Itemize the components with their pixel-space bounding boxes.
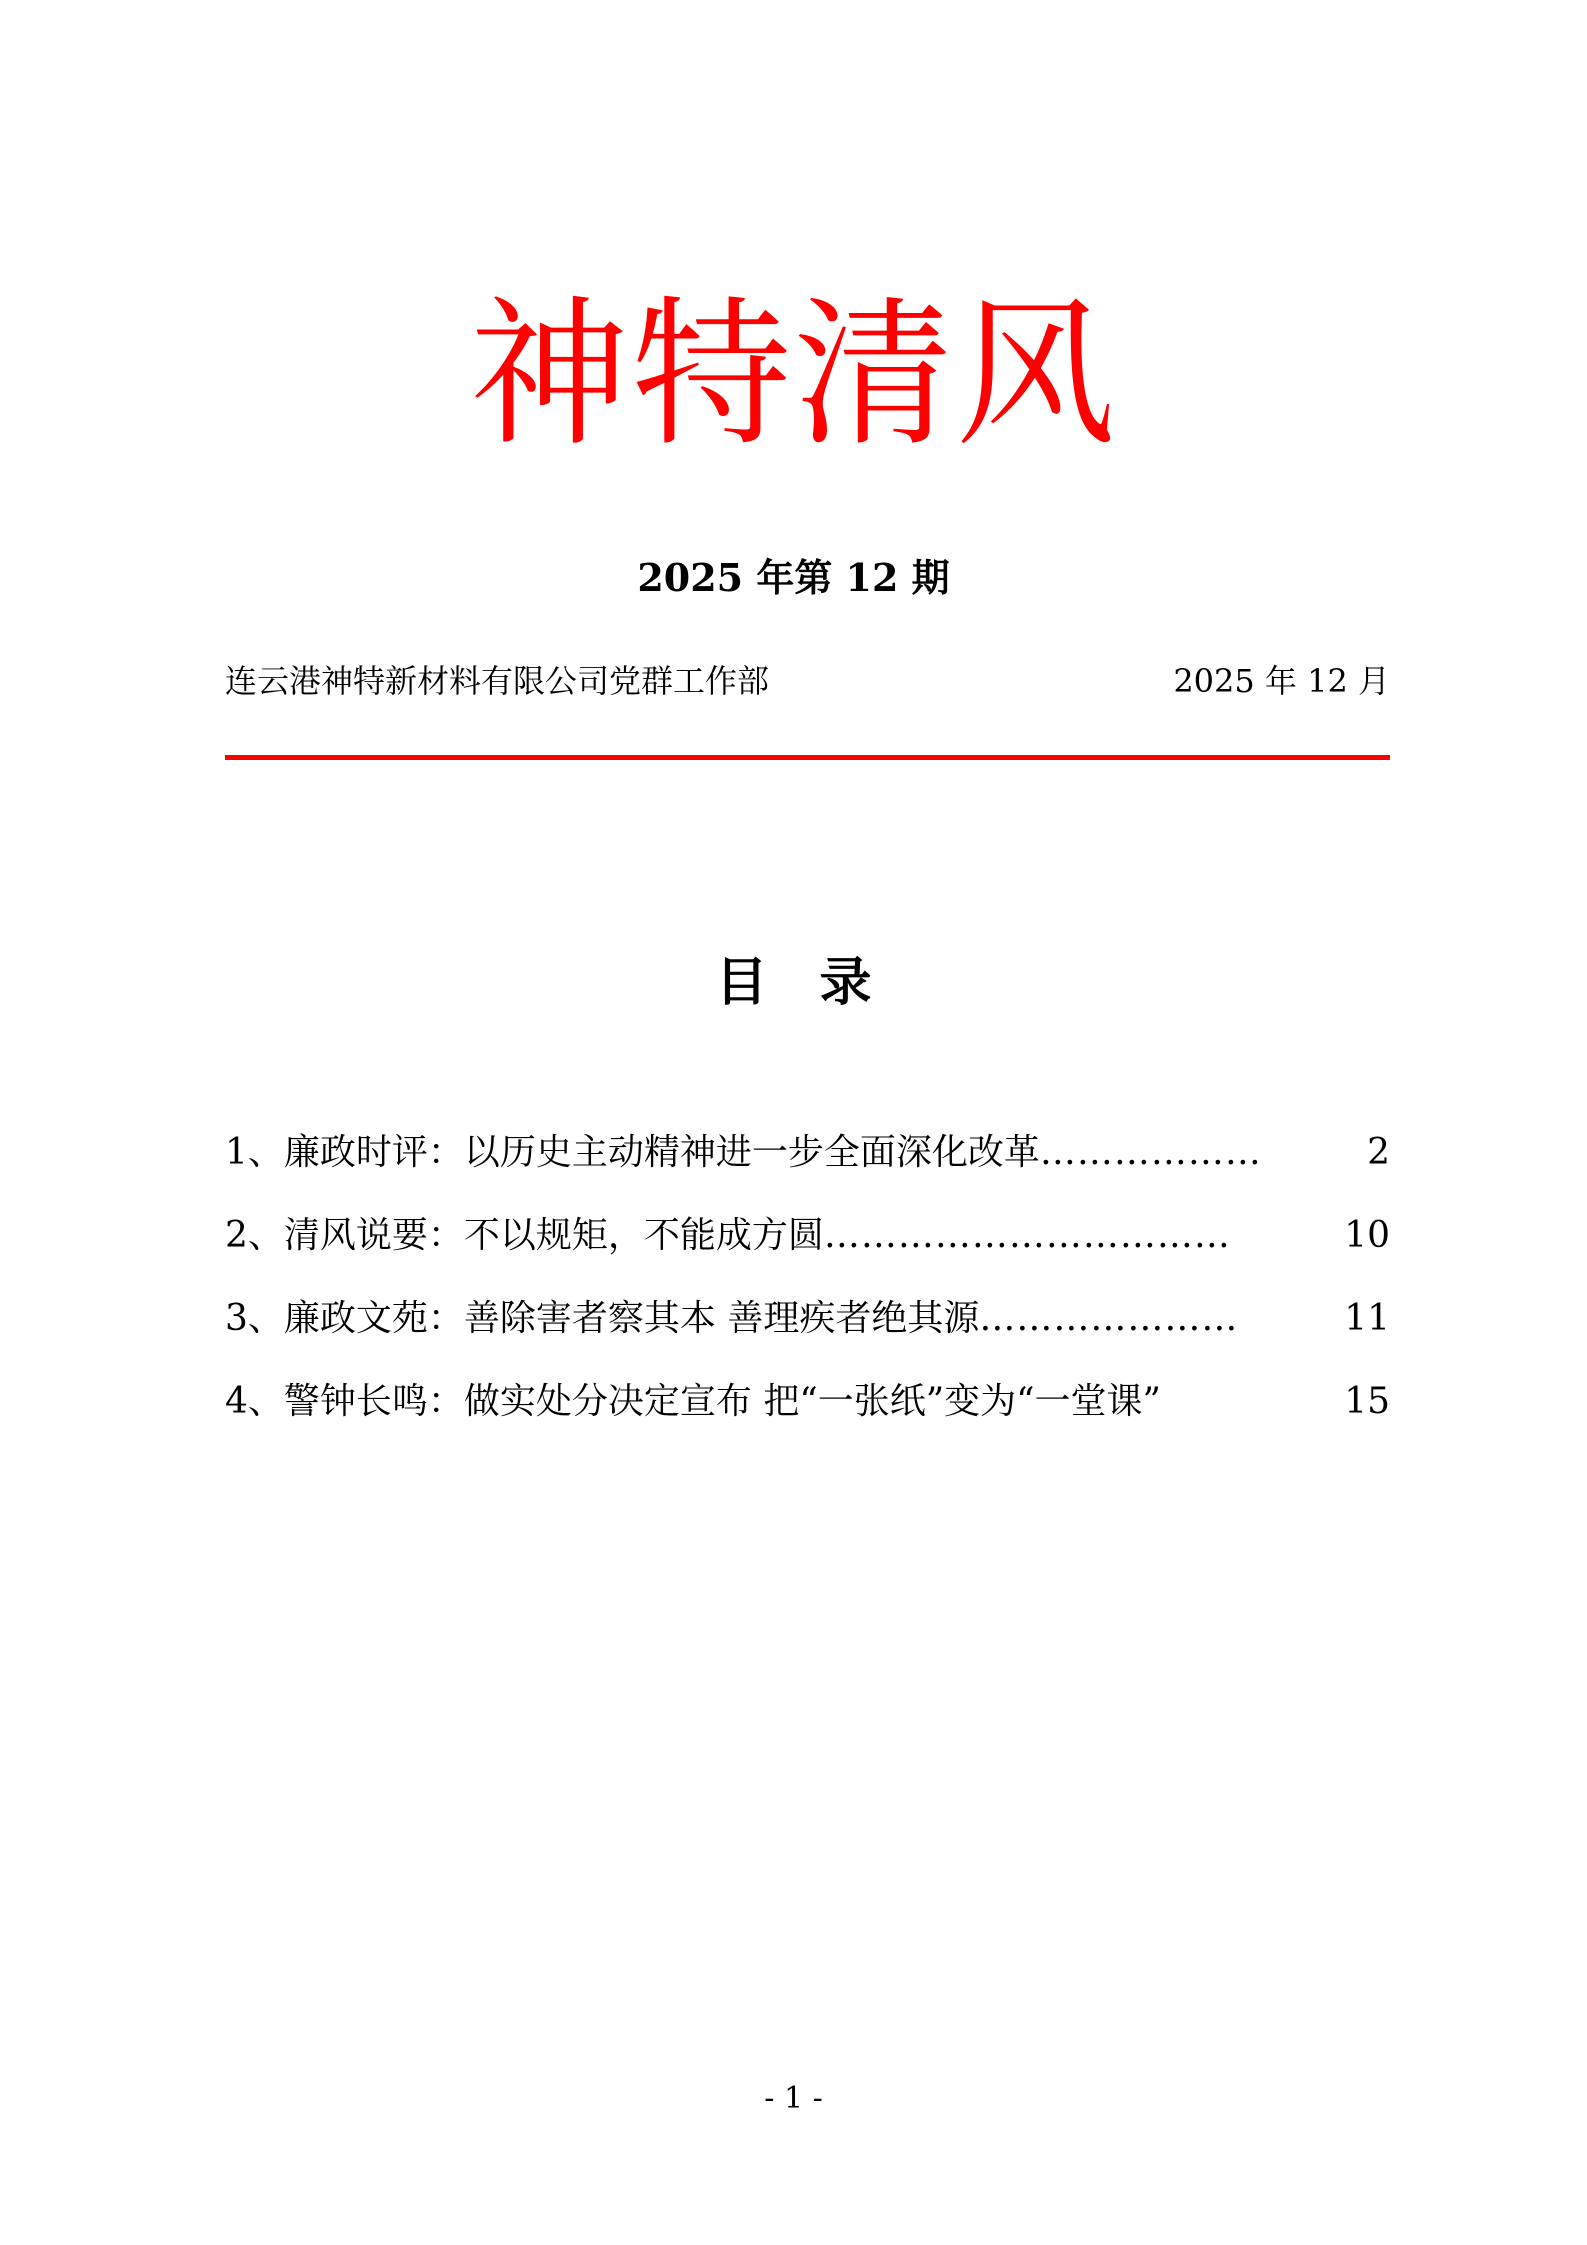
toc-list (225, 1111, 1390, 1443)
toc-item-page-number: 15 (1344, 1381, 1390, 1422)
toc-item-2 (225, 1194, 1390, 1277)
toc-item-leader: ………………… (979, 1298, 1239, 1339)
red-divider-rule (225, 755, 1390, 760)
toc-item-4 (225, 1360, 1390, 1443)
toc-item-leader: …………………………… (823, 1215, 1231, 1256)
toc-item-1 (225, 1111, 1390, 1194)
toc-item-label: 3、廉政文苑：善除害者察其本 善理疾者绝其源 (225, 1298, 980, 1339)
issue-number: 2025 年第 12 期 (637, 555, 950, 600)
newsletter-title: 神特清风 (469, 281, 1118, 468)
page-number-footer: - 1 - (764, 2081, 823, 2116)
toc-item-label: 1、廉政时评：以历史主动精神进一步全面深化改革 (225, 1132, 1040, 1173)
publisher-row (225, 660, 1390, 702)
toc-item-page-number: 10 (1344, 1215, 1390, 1256)
toc-heading: 目 录 (715, 952, 872, 1013)
toc-item-leader: ……………… (1039, 1132, 1262, 1173)
toc-item-label: 2、清风说要：不以规矩，不能成方圆 (225, 1215, 824, 1256)
publication-date: 2025 年 12 月 (1173, 662, 1390, 700)
toc-item-3 (225, 1277, 1390, 1360)
toc-item-label: 4、警钟长鸣：做实处分决定宣布 把“一张纸”变为“一堂课” (225, 1381, 1161, 1422)
toc-item-page-number: 2 (1367, 1132, 1390, 1173)
publisher-name: 连云港神特新材料有限公司党群工作部 (225, 662, 770, 700)
toc-item-page-number: 11 (1344, 1298, 1390, 1339)
